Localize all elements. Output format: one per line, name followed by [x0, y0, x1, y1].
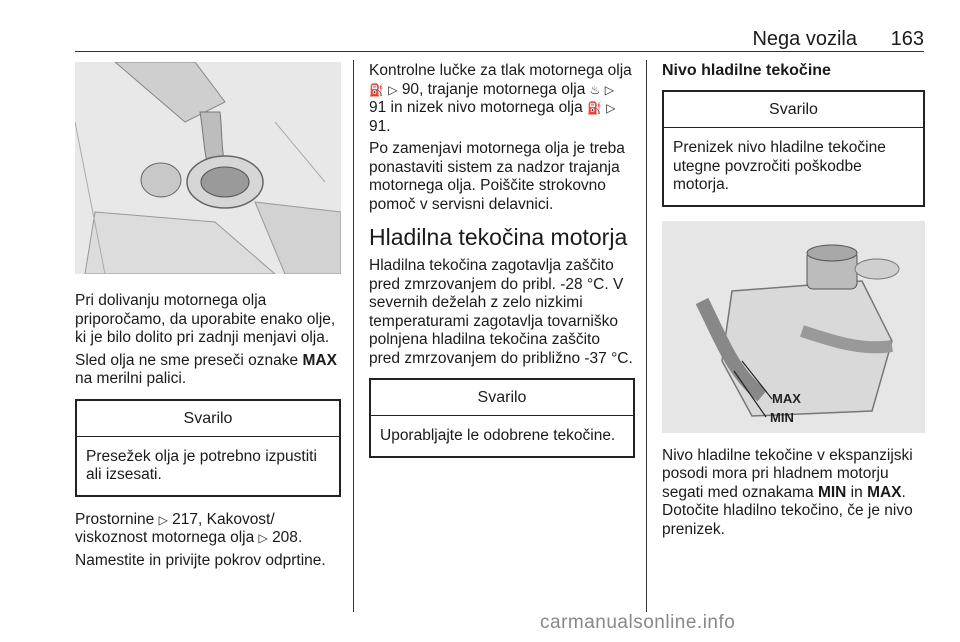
- warning-box-excess-oil: [75, 399, 341, 497]
- oil-life-icon: ♨: [589, 82, 601, 97]
- min-keyword: MIN: [817, 483, 847, 501]
- capacity-reference-paragraph: [75, 511, 341, 548]
- max-keyword: MAX: [867, 483, 902, 501]
- page-ref-link[interactable]: 90: [401, 80, 420, 98]
- coolant-level-text-c: . Dotočite hladilno tekočino, če je nivo prenizek.: [662, 483, 913, 538]
- page-header: [0, 0, 960, 52]
- column-middle: [369, 62, 635, 458]
- coolant-level-text-a: Nivo hladilne tekočine v ekspanzijski posodi mora pri hladnem motorju segati med oznakama: [662, 446, 913, 501]
- oil-topup-paragraph: Pri dolivanju motornega olja priporočamo, da uporabite enako olje, ki je bilo dolito pri zadnji menjavi olja.: [75, 292, 336, 346]
- oil-pressure-icon: ⛽: [369, 82, 384, 97]
- max-mark-text-b: na merilni palici.: [75, 370, 187, 387]
- lights-text-a: Kontrolne lučke za tlak motornega olja: [369, 62, 632, 79]
- capacity-text-c: .: [297, 529, 303, 546]
- reset-oil-life-paragraph: Po zamenjavi motornega olja je treba ponastaviti sistem za nadzor trajanja motornega olja. Poiščite strokovno pomoč v servisni delavnici.: [369, 140, 625, 213]
- cap-close-paragraph: Namestite in privijte pokrov odprtine.: [75, 551, 326, 569]
- page-ref-arrow-icon: ▷: [388, 82, 398, 97]
- coolant-heading: Hladilna tekočina motorja: [369, 224, 628, 250]
- max-mark-keyword: MAX: [302, 351, 337, 369]
- oil-filling-illustration: [75, 62, 341, 274]
- capacity-text-b: , Kakovost/ viskoznost motornega olja: [75, 510, 275, 546]
- column-right: [662, 62, 925, 543]
- oil-level-icon: ⛽: [587, 101, 602, 115]
- warning-lights-paragraph: [369, 62, 635, 136]
- warning-box-low-coolant: [662, 90, 925, 207]
- coolant-reservoir-drawing: [662, 221, 925, 433]
- capacity-text-a: Prostornine: [75, 510, 159, 528]
- max-mark-paragraph: [75, 352, 341, 389]
- coolant-level-text-b: in: [846, 483, 868, 501]
- warning-text: Prenizek nivo hladilne tekočine utegne povzročiti poškodbe motorja.: [673, 139, 886, 193]
- warning-text: Uporabljajte le odobrene tekočine.: [380, 427, 616, 444]
- page-ref-link[interactable]: 217: [172, 510, 198, 528]
- lights-text-b: , trajanje motornega olja: [419, 80, 590, 98]
- max-mark-text-a: Sled olja ne sme preseči oznake: [75, 351, 303, 369]
- lights-text-d: .: [386, 117, 391, 135]
- warning-title: Svarilo: [664, 92, 923, 128]
- page-ref-arrow-icon: ▷: [258, 531, 268, 545]
- coolant-level-paragraph: [662, 447, 925, 540]
- column-left: [75, 62, 341, 574]
- page-ref-arrow-icon: ▷: [606, 101, 616, 115]
- coolant-level-heading: Nivo hladilne tekočine: [662, 62, 831, 79]
- coolant-protection-paragraph: Hladilna tekočina zagotavlja zaščito pred zmrzovanjem do pribl. -28 °C. V severnih deželah z zelo nizkimi temperaturami zagotavlja tovarniško polnjena hladilna tekočina zaščito pred zmrzovanjem do približno -37 °C.: [369, 257, 633, 367]
- lights-text-c: in nizek nivo motornega olja: [386, 99, 588, 116]
- warning-box-approved-fluids: [369, 378, 635, 458]
- page-ref-link[interactable]: 208: [272, 529, 298, 546]
- page-number: 163: [890, 28, 924, 50]
- column-divider-2: [646, 60, 647, 612]
- warning-text: Presežek olja je potrebno izpustiti ali izsesati.: [86, 447, 317, 483]
- oil-filling-drawing: [75, 62, 341, 274]
- page-ref-arrow-icon: ▷: [604, 82, 614, 97]
- page-section-title: Nega vozila: [752, 28, 857, 50]
- page-ref-link[interactable]: 91: [369, 99, 387, 116]
- min-mark-label: MIN: [770, 409, 794, 425]
- warning-title: Svarilo: [77, 401, 339, 437]
- page-ref-link[interactable]: 91: [369, 117, 387, 135]
- footer-watermark: carmanualsonline.info: [540, 612, 736, 633]
- column-divider-1: [353, 60, 354, 612]
- page-ref-arrow-icon: ▷: [158, 512, 168, 527]
- max-mark-label: MAX: [772, 390, 801, 406]
- warning-title: Svarilo: [371, 380, 633, 416]
- coolant-reservoir-illustration: [662, 221, 925, 433]
- header-rule: [75, 51, 924, 52]
